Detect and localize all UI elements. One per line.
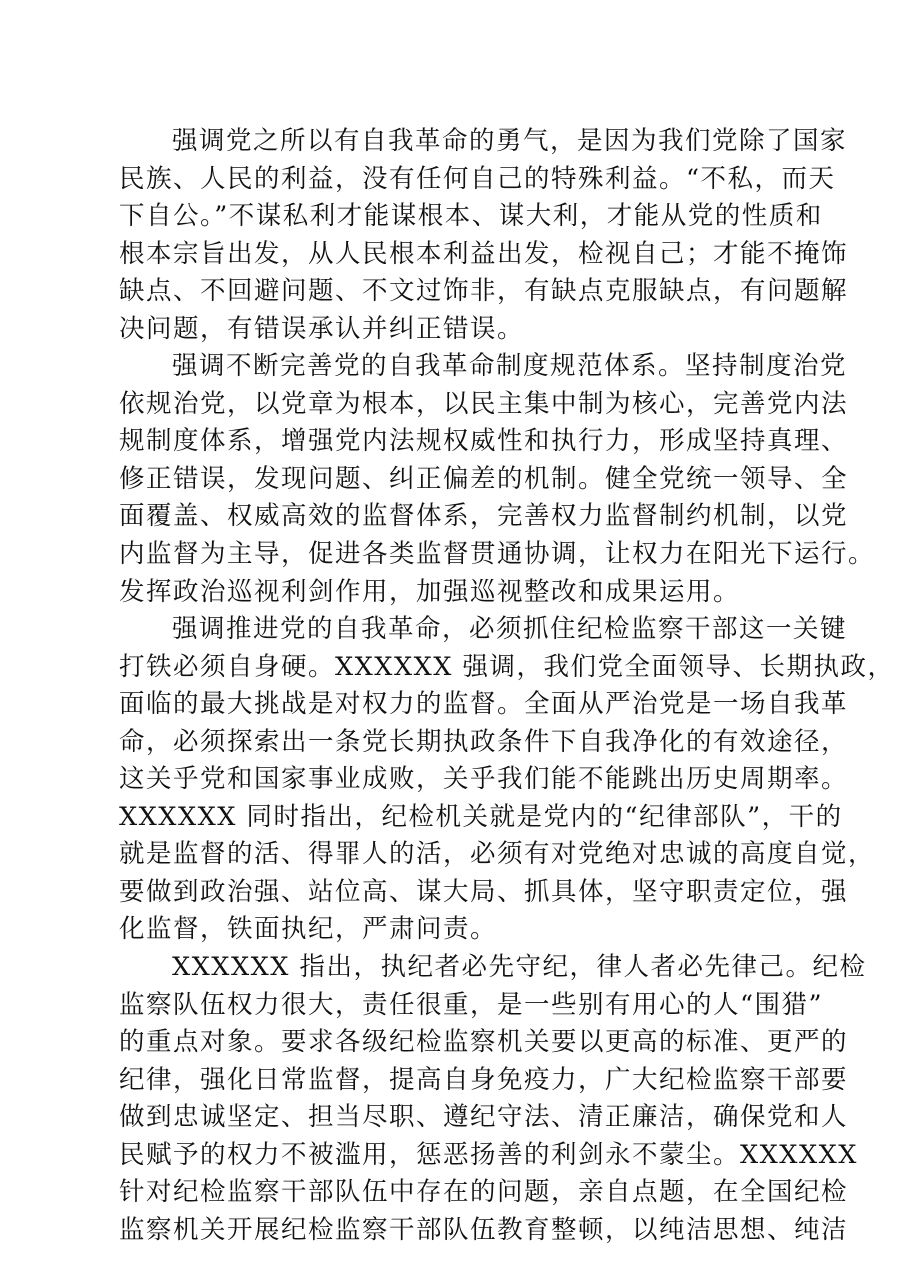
paragraph bbox=[119, 611, 895, 949]
text-line: 命，必须探索出一条党长期执政条件下自我净化的有效途径， bbox=[119, 726, 849, 757]
text-line: XXXXXX 同时指出，纪检机关就是党内的“纪律部队”，干的 bbox=[119, 801, 843, 832]
text-line: XXXXXX 指出，执纪者必先守纪，律人者必先律己。纪检 bbox=[172, 952, 867, 983]
text-line: 面临的最大挑战是对权力的监督。全面从严治党是一场自我革 bbox=[119, 689, 849, 720]
text-line: 规制度体系，增强党内法规权威性和执行力，形成坚持真理、 bbox=[119, 426, 849, 457]
text-line: 决问题，有错误承认并纠正错误。 bbox=[119, 313, 525, 344]
text-line: 化监督，铁面执纪，严肃问责。 bbox=[119, 914, 498, 945]
text-line: 强调推进党的自我革命，必须抓住纪检监察干部这一关键 bbox=[172, 614, 848, 645]
text-line: 监察机关开展纪检监察干部队伍教育整顿，以纯洁思想、纯洁 bbox=[119, 1214, 849, 1245]
paragraph bbox=[119, 949, 867, 1249]
text-line: 强调党之所以有自我革命的勇气，是因为我们党除了国家 bbox=[172, 126, 848, 156]
document-body bbox=[119, 123, 895, 1249]
text-line: 强调不断完善党的自我革命制度规范体系。坚持制度治党 bbox=[172, 351, 848, 382]
text-line: 面覆盖、权威高效的监督体系，完善权力监督制约机制，以党 bbox=[119, 501, 849, 532]
text-line: 缺点、不回避问题、不文过饰非，有缺点克服缺点，有问题解 bbox=[119, 276, 849, 307]
text-line: 民赋予的权力不被滥用，惩恶扬善的利剑永不蒙尘。XXXXXX bbox=[119, 1139, 858, 1170]
paragraph bbox=[119, 348, 876, 611]
text-line: 就是监督的活、得罪人的活，必须有对党绝对忠诚的高度自觉， bbox=[119, 839, 876, 870]
text-line: 针对纪检监察干部队伍中存在的问题，亲自点题，在全国纪检 bbox=[119, 1177, 849, 1208]
text-line: 打铁必须自身硬。XXXXXX 强调，我们党全面领导、长期执政， bbox=[119, 651, 895, 682]
text-line: 下自公。”不谋私利才能谋根本、谋大利，才能从党的性质和 bbox=[119, 201, 823, 232]
text-line: 要做到政治强、站位高、谋大局、抓具体，坚守职责定位，强 bbox=[119, 876, 849, 907]
text-line: 依规治党，以党章为根本，以民主集中制为核心，完善党内法 bbox=[119, 388, 849, 419]
text-line: 内监督为主导，促进各类监督贯通协调，让权力在阳光下运行。 bbox=[119, 539, 876, 570]
text-line: 这关乎党和国家事业成败，关乎我们能不能跳出历史周期率。 bbox=[119, 764, 849, 795]
text-line: 做到忠诚坚定、担当尽职、遵纪守法、清正廉洁，确保党和人 bbox=[119, 1102, 849, 1133]
text-line: 民族、人民的利益，没有任何自己的特殊利益。“不私，而天 bbox=[119, 163, 836, 194]
text-line: 纪律，强化日常监督，提高自身免疫力，广大纪检监察干部要 bbox=[119, 1064, 849, 1095]
text-line: 发挥政治巡视利剑作用，加强巡视整改和成果运用。 bbox=[119, 576, 741, 607]
text-line: 修正错误，发现问题、纠正偏差的机制。健全党统一领导、全 bbox=[119, 463, 849, 494]
text-line: 根本宗旨出发，从人民根本利益出发，检视自己；才能不掩饰 bbox=[119, 238, 849, 269]
paragraph bbox=[119, 123, 849, 348]
text-line: 监察队伍权力很大，责任很重，是一些别有用心的人“围猎” bbox=[119, 989, 824, 1020]
text-line: 的重点对象。要求各级纪检监察机关要以更高的标准、更严的 bbox=[119, 1027, 849, 1058]
